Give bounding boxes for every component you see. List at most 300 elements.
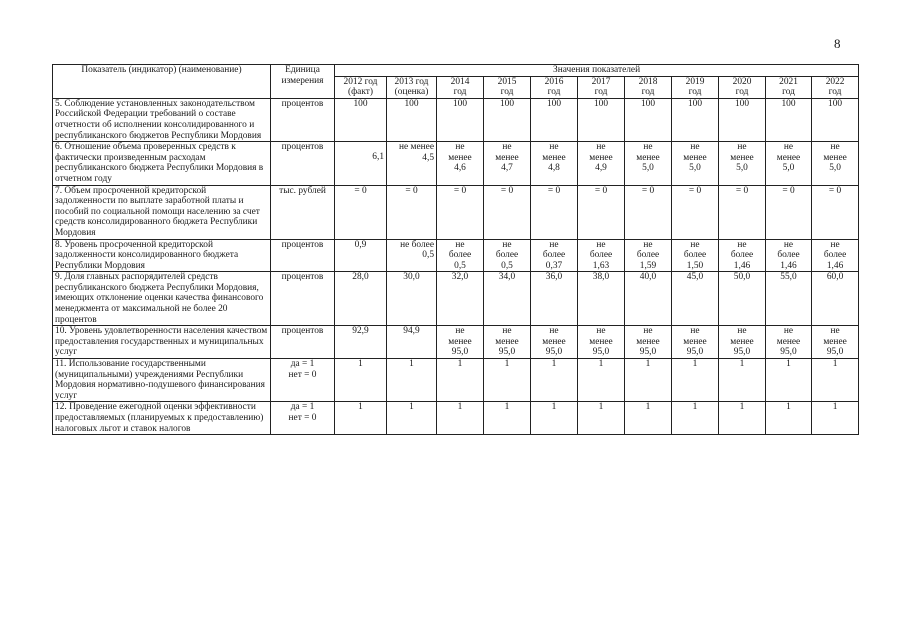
cell-line: 2022 <box>825 76 845 87</box>
cell-line: = 0 <box>500 185 514 196</box>
value-cell <box>531 326 578 359</box>
cell-line: 1 <box>598 359 604 370</box>
cell-line: 100 <box>499 98 515 109</box>
cell-line: (факт) <box>347 87 373 98</box>
value-cell <box>484 142 531 185</box>
cell-line: не <box>455 239 465 250</box>
cell-line: 5,0 <box>829 163 841 174</box>
cell-line: 100 <box>828 98 843 109</box>
cell-line: 0,9 <box>354 239 367 250</box>
cell-line: = 0 <box>354 185 367 196</box>
cell-line: не <box>502 142 512 153</box>
cell-line: 1,46 <box>780 260 797 271</box>
header-year <box>531 76 578 98</box>
cell-line: = 0 <box>405 185 418 196</box>
cell-line: 100 <box>546 98 562 109</box>
cell-line: 1 <box>409 359 414 370</box>
cell-line: не <box>643 142 653 153</box>
value-cell <box>625 359 672 402</box>
value-cell <box>672 98 719 141</box>
header-year <box>766 76 812 98</box>
cell-line: менее <box>495 152 519 163</box>
cell-line: = 0 <box>641 185 655 196</box>
cell-line: 38,0 <box>592 272 610 283</box>
table-row <box>53 359 859 402</box>
cell-line: 95,0 <box>592 347 610 358</box>
cell-line: 95,0 <box>498 347 516 358</box>
cell-line: 2015 <box>497 76 517 87</box>
value-cell <box>531 272 578 326</box>
value-cell <box>812 402 859 435</box>
unit-cell <box>271 359 335 402</box>
value-cell <box>766 359 812 402</box>
cell-line: 1 <box>551 402 557 413</box>
cell-line: 0,5 <box>454 260 466 271</box>
cell-line: = 0 <box>688 185 702 196</box>
cell-line: 1 <box>786 402 791 413</box>
cell-line: 28,0 <box>352 272 369 283</box>
value-cell <box>719 272 766 326</box>
cell-line: 34,0 <box>498 272 516 283</box>
cell-line: 1 <box>457 359 463 370</box>
cell-line: более <box>777 250 800 261</box>
indicators-table <box>52 64 859 435</box>
value-cell <box>625 239 672 272</box>
value-cell <box>812 185 859 239</box>
cell-line: 2013 год <box>394 76 429 87</box>
cell-spacer <box>337 142 384 152</box>
table-row <box>53 185 859 239</box>
indicator-name: 10. Уровень удовлетворенности населения качеством предоставления государственных и муниципальных услуг <box>53 326 271 359</box>
value-cell <box>672 272 719 326</box>
header-unit-line: измерения <box>281 75 324 86</box>
table-row <box>53 239 859 272</box>
cell-line: 45,0 <box>686 272 704 283</box>
cell-line: 100 <box>404 98 419 109</box>
table-row <box>53 326 859 359</box>
unit-cell <box>271 272 335 326</box>
cell-line: менее <box>636 152 660 163</box>
value-cell <box>387 359 437 402</box>
value-cell <box>672 185 719 239</box>
cell-line: 50,0 <box>733 272 751 283</box>
cell-line: процентов <box>281 326 324 337</box>
cell-line: не <box>549 239 559 250</box>
cell-line: год <box>688 87 702 98</box>
cell-line: тыс. рублей <box>279 185 326 196</box>
cell-line: менее <box>448 336 472 347</box>
header-year <box>812 76 859 98</box>
cell-line: 1 <box>551 359 557 370</box>
value-cell <box>578 326 625 359</box>
cell-line: 95,0 <box>639 347 657 358</box>
indicator-name: 12. Проведение ежегодной оценки эффективности предоставляемых (планируемых к предоставлению) налоговых льгот и ставок налогов <box>53 402 271 435</box>
cell-line: = 0 <box>453 185 467 196</box>
value-cell <box>387 402 437 435</box>
cell-line: менее <box>542 336 566 347</box>
cell-line: 0,37 <box>545 260 563 271</box>
value-cell <box>625 142 672 185</box>
cell-line: 1 <box>598 402 604 413</box>
value-cell <box>484 326 531 359</box>
value-cell <box>812 272 859 326</box>
cell-line: не <box>830 142 840 153</box>
value-cell <box>766 326 812 359</box>
cell-line: = 0 <box>547 185 561 196</box>
value-cell <box>672 239 719 272</box>
cell-line: менее <box>448 152 472 163</box>
cell-line: более <box>683 250 707 261</box>
cell-line: 1 <box>739 359 745 370</box>
unit-cell <box>271 98 335 141</box>
header-row-1 <box>53 65 859 77</box>
cell-line: 1 <box>786 359 791 370</box>
cell-line: 40,0 <box>639 272 657 283</box>
cell-line: 1 <box>832 359 838 370</box>
cell-line: год <box>453 87 467 98</box>
cell-line: не <box>783 326 794 337</box>
value-cell <box>335 185 387 239</box>
cell-line: более <box>448 250 472 261</box>
value-cell <box>437 272 484 326</box>
cell-line: 5,0 <box>736 163 748 174</box>
value-cell <box>719 326 766 359</box>
cell-line: = 0 <box>828 185 842 196</box>
cell-line: 2021 <box>779 76 798 87</box>
value-cell <box>625 326 672 359</box>
header-year <box>578 76 625 98</box>
value-cell <box>625 402 672 435</box>
cell-line: не <box>596 239 606 250</box>
value-cell <box>437 326 484 359</box>
cell-line: 100 <box>734 98 750 109</box>
cell-line: 100 <box>640 98 656 109</box>
cell-line: 2019 <box>685 76 705 87</box>
value-cell <box>578 98 625 141</box>
header-year <box>672 76 719 98</box>
cell-line: менее <box>776 152 801 163</box>
cell-line: 1 <box>645 359 651 370</box>
cell-line: 1 <box>645 402 651 413</box>
value-cell <box>335 359 387 402</box>
value-cell <box>672 402 719 435</box>
cell-line: = 0 <box>594 185 608 196</box>
cell-line: год <box>594 87 608 98</box>
cell-line: год <box>782 87 795 98</box>
header-year <box>437 76 484 98</box>
value-cell <box>437 185 484 239</box>
value-cell <box>437 98 484 141</box>
cell-line: да = 1 <box>290 359 315 370</box>
value-cell <box>766 402 812 435</box>
cell-line: 1 <box>409 402 414 413</box>
cell-line: 100 <box>781 98 796 109</box>
value-cell <box>766 272 812 326</box>
value-cell <box>437 359 484 402</box>
value-cell <box>812 142 859 185</box>
page-number: 8 <box>834 36 841 51</box>
cell-line: 6,1 <box>372 152 384 163</box>
cell-line: менее <box>776 336 801 347</box>
cell-line: не <box>690 142 700 153</box>
value-cell <box>812 239 859 272</box>
unit-cell <box>271 239 335 272</box>
cell-line: не <box>502 326 512 337</box>
value-cell <box>531 98 578 141</box>
value-cell <box>335 98 387 141</box>
cell-line: не <box>643 239 653 250</box>
cell-line: процентов <box>281 98 324 109</box>
value-cell <box>484 359 531 402</box>
value-cell <box>335 402 387 435</box>
cell-line: не менее <box>399 142 434 153</box>
value-cell <box>387 98 437 141</box>
value-cell <box>719 98 766 141</box>
value-cell <box>719 359 766 402</box>
cell-line: 0,5 <box>422 250 434 261</box>
value-cell <box>387 326 437 359</box>
value-cell <box>812 98 859 141</box>
cell-line: (оценка) <box>394 87 429 98</box>
cell-line: 5,0 <box>642 163 654 174</box>
table-row <box>53 272 859 326</box>
cell-line: не <box>830 239 840 250</box>
cell-line: не <box>690 239 700 250</box>
cell-line: не <box>502 239 512 250</box>
cell-line: 30,0 <box>403 272 420 283</box>
value-cell <box>437 239 484 272</box>
cell-line: год <box>500 87 514 98</box>
value-cell <box>672 359 719 402</box>
cell-line: 36,0 <box>545 272 563 283</box>
value-cell <box>387 185 437 239</box>
value-cell <box>719 185 766 239</box>
cell-line: не <box>596 142 606 153</box>
cell-line: менее <box>589 152 613 163</box>
value-cell <box>766 142 812 185</box>
unit-cell <box>271 402 335 435</box>
value-cell <box>335 239 387 272</box>
value-cell <box>437 142 484 185</box>
header-unit <box>271 65 335 99</box>
header-year <box>335 76 387 98</box>
value-cell <box>484 98 531 141</box>
cell-line: не <box>737 239 747 250</box>
cell-line: 100 <box>452 98 468 109</box>
cell-line: 5,0 <box>689 163 701 174</box>
unit-cell <box>271 142 335 185</box>
value-cell <box>578 272 625 326</box>
cell-line: 4,8 <box>548 163 560 174</box>
cell-line: не <box>690 326 700 337</box>
cell-line: 1 <box>457 402 463 413</box>
indicator-name: 6. Отношение объема проверенных средств к фактически произведенным расходам республиканского бюджета Республики Мордовия в отчетном году <box>53 142 271 185</box>
cell-line: менее <box>683 336 707 347</box>
cell-line: 95,0 <box>826 347 844 358</box>
header-year <box>484 76 531 98</box>
indicator-name: 9. Доля главных распорядителей средств республиканского бюджета Республики Мордовия, имеющих отклонение оценки качества финансового менеджмента от максимальной не более 20 процентов <box>53 272 271 326</box>
cell-line: 4,6 <box>454 163 466 174</box>
value-cell <box>531 185 578 239</box>
cell-line: год <box>641 87 655 98</box>
value-cell <box>335 326 387 359</box>
cell-line: более <box>730 250 754 261</box>
cell-line: 92,9 <box>352 326 369 337</box>
cell-line: да = 1 <box>290 402 315 413</box>
cell-line: нет = 0 <box>288 369 317 380</box>
value-cell <box>387 142 437 185</box>
table-row <box>53 402 859 435</box>
indicator-name: 8. Уровень просроченной кредиторской задолженности консолидированного бюджета Республики Мордовия <box>53 239 271 272</box>
value-cell <box>578 142 625 185</box>
cell-line: 55,0 <box>780 272 797 283</box>
header-year <box>719 76 766 98</box>
value-cell <box>578 359 625 402</box>
cell-line: 32,0 <box>451 272 469 283</box>
cell-line: более <box>495 250 519 261</box>
cell-line: 95,0 <box>780 347 797 358</box>
cell-line: не <box>455 142 465 153</box>
cell-line: процентов <box>281 142 324 153</box>
value-cell <box>578 402 625 435</box>
cell-line: не <box>455 326 465 337</box>
cell-line: не <box>783 239 794 250</box>
cell-line: 2016 <box>544 76 564 87</box>
cell-line: 1,46 <box>733 260 751 271</box>
cell-line: не <box>643 326 653 337</box>
header-year <box>387 76 437 98</box>
value-cell <box>531 142 578 185</box>
cell-line: 2020 <box>732 76 752 87</box>
cell-line: 1,59 <box>639 260 657 271</box>
cell-line: 5,0 <box>782 163 795 174</box>
value-cell <box>578 185 625 239</box>
value-cell <box>719 402 766 435</box>
cell-line: 4,9 <box>595 163 607 174</box>
value-cell <box>578 239 625 272</box>
value-cell <box>484 239 531 272</box>
value-cell <box>531 402 578 435</box>
value-cell <box>672 142 719 185</box>
cell-line: 4,7 <box>501 163 513 174</box>
value-cell <box>766 239 812 272</box>
cell-line: год <box>828 87 842 98</box>
value-cell <box>812 359 859 402</box>
value-cell <box>766 185 812 239</box>
cell-line: 1 <box>692 402 698 413</box>
cell-line: 95,0 <box>545 347 563 358</box>
cell-line: не <box>737 326 747 337</box>
cell-line: 95,0 <box>451 347 469 358</box>
cell-line: 1,46 <box>826 260 844 271</box>
cell-line: 2014 <box>450 76 470 87</box>
indicator-name: 11. Использование государственными (муниципальными) учреждениями Республики Мордовия нормативно-подушевого финансирования услуг <box>53 359 271 402</box>
value-cell <box>531 359 578 402</box>
value-cell <box>484 402 531 435</box>
cell-line: более <box>823 250 847 261</box>
cell-line: 100 <box>687 98 703 109</box>
cell-line: менее <box>823 152 847 163</box>
cell-line: более <box>636 250 660 261</box>
cell-line: 95,0 <box>733 347 751 358</box>
value-cell <box>625 272 672 326</box>
value-cell <box>719 142 766 185</box>
cell-line: процентов <box>281 239 324 250</box>
cell-line: не <box>549 326 559 337</box>
cell-line: не <box>830 326 840 337</box>
indicator-name: 5. Соблюдение установленных законодательством Российской Федерации требований о составе отчетности об исполнении консолидированного и республиканского бюджетов Республики Мордовия <box>53 98 271 141</box>
cell-line: менее <box>542 152 566 163</box>
value-cell <box>719 239 766 272</box>
cell-line: 1 <box>692 359 698 370</box>
value-cell <box>672 326 719 359</box>
cell-line: 1 <box>504 359 510 370</box>
cell-line: менее <box>730 336 754 347</box>
cell-line: = 0 <box>735 185 749 196</box>
table-row <box>53 142 859 185</box>
header-values-group: Значения показателей <box>335 65 859 77</box>
cell-line: 1 <box>739 402 745 413</box>
cell-line: нет = 0 <box>288 413 317 423</box>
cell-line: не <box>737 142 747 153</box>
cell-line: 2017 <box>591 76 611 87</box>
cell-line: 60,0 <box>826 272 844 283</box>
cell-line: менее <box>730 152 754 163</box>
cell-line: 95,0 <box>686 347 704 358</box>
cell-line: = 0 <box>782 185 795 196</box>
value-cell <box>812 326 859 359</box>
cell-line: более <box>542 250 566 261</box>
value-cell <box>484 185 531 239</box>
indicator-name: 7. Объем просроченной кредиторской задолженности по выплате заработной платы и пособий по социальной помощи населению за счет средств консолидированного бюджета Республики Мордовия <box>53 185 271 239</box>
header-indicator: Показатель (индикатор) (наименование) <box>53 65 271 99</box>
cell-line: год <box>735 87 749 98</box>
cell-line: не <box>549 142 559 153</box>
header-unit-line: Единица <box>285 65 320 75</box>
cell-line: 1,50 <box>686 260 704 271</box>
cell-line: 94,9 <box>403 326 420 337</box>
cell-line: 4,5 <box>422 152 434 163</box>
value-cell <box>484 272 531 326</box>
value-cell <box>625 185 672 239</box>
cell-line: 1 <box>832 402 838 413</box>
cell-line: 1,63 <box>592 260 610 271</box>
cell-line: 2018 <box>638 76 658 87</box>
cell-line: не <box>783 142 794 153</box>
cell-line: менее <box>823 336 847 347</box>
cell-line: не <box>596 326 606 337</box>
cell-line: менее <box>495 336 519 347</box>
value-cell <box>387 272 437 326</box>
unit-cell <box>271 326 335 359</box>
cell-line: 1 <box>358 402 363 413</box>
unit-cell <box>271 185 335 239</box>
cell-line: менее <box>683 152 707 163</box>
value-cell <box>437 402 484 435</box>
value-cell <box>335 142 387 185</box>
cell-line: 100 <box>353 98 368 109</box>
value-cell <box>387 239 437 272</box>
cell-line: год <box>547 87 561 98</box>
header-year <box>625 76 672 98</box>
cell-line: 2012 год <box>343 76 378 87</box>
cell-line: более <box>589 250 613 261</box>
cell-line: 1 <box>358 359 363 370</box>
value-cell <box>335 272 387 326</box>
cell-line: процентов <box>281 272 324 283</box>
value-cell <box>531 239 578 272</box>
cell-line: менее <box>589 336 613 347</box>
